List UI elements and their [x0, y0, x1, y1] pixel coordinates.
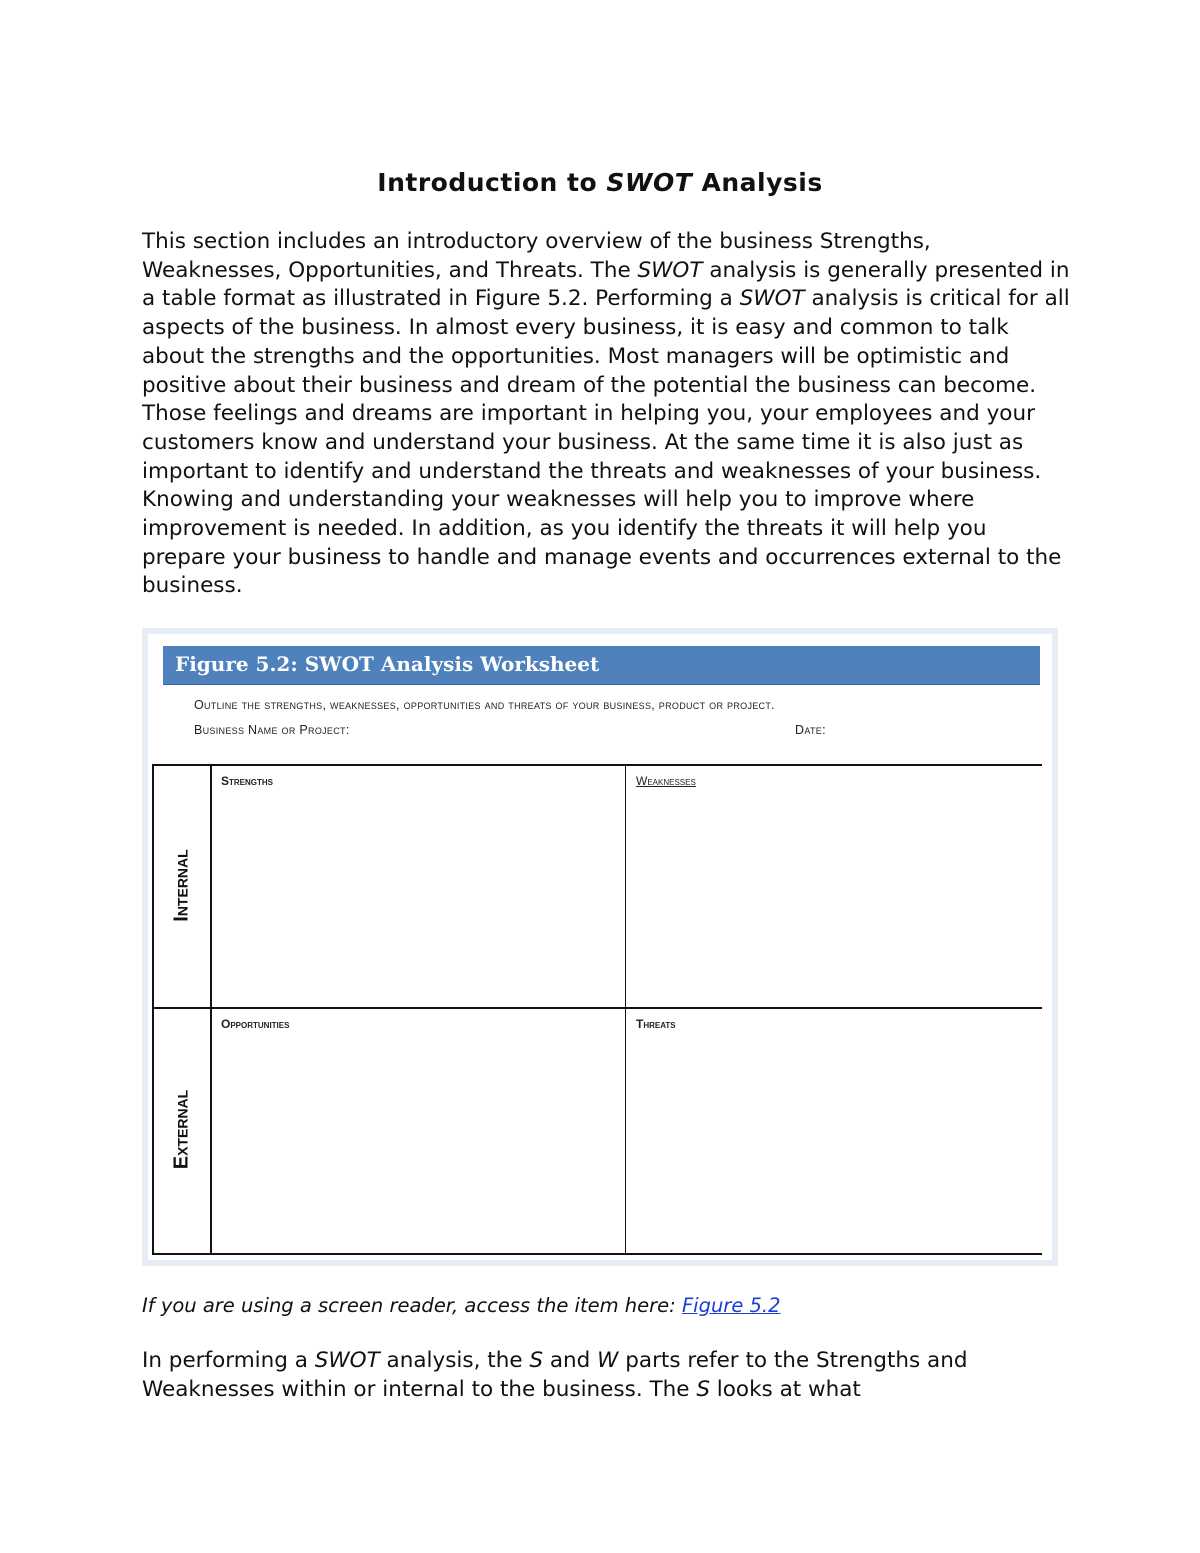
title-prefix: Introduction to — [377, 168, 607, 197]
swot-worksheet — [148, 634, 1052, 1260]
bottom-s-2: S — [696, 1376, 710, 1402]
bottom-text-4: parts refer to the Strengths and Weaknesses within or internal to the business. The — [142, 1348, 968, 1402]
title-emphasis: SWOT — [606, 168, 693, 197]
intro-swot-2: SWOT — [739, 286, 805, 312]
figure-outline-text: Outline the strengths, weaknesses, opportunities and threats of your business, product or project. — [194, 698, 775, 712]
title-suffix: Analysis — [692, 168, 823, 197]
bottom-s-1: S — [529, 1348, 544, 1373]
screen-reader-text: If you are using a screen reader, access the item here: — [142, 1294, 682, 1317]
center-column-divider — [625, 766, 626, 1253]
swot-grid — [152, 764, 1042, 1255]
bottom-swot: SWOT — [314, 1348, 380, 1373]
intro-paragraph — [142, 228, 1072, 601]
swot-explanation-paragraph — [142, 1347, 1072, 1404]
screen-reader-note — [142, 1294, 781, 1317]
threats-label: Threats — [636, 1017, 676, 1031]
business-name-label: Business Name or Project: — [194, 723, 350, 737]
date-label: Date: — [795, 723, 826, 737]
bottom-text-5: looks at what — [709, 1376, 861, 1402]
bottom-w: W — [597, 1348, 619, 1373]
internal-label: Internal — [170, 849, 193, 922]
figure-header-title: Figure 5.2: SWOT Analysis Worksheet — [175, 652, 600, 676]
external-label: External — [170, 1089, 193, 1170]
opportunities-label: Opportunities — [221, 1017, 290, 1031]
bottom-text-1: In performing a — [142, 1348, 315, 1373]
page-title — [0, 168, 1200, 197]
weaknesses-label: Weaknesses — [636, 774, 696, 788]
strengths-label: Strengths — [221, 774, 274, 788]
intro-text-2: analysis is generally presented in a table format as illustrated in Figure 5.2. Performing a — [142, 257, 1070, 312]
intro-text-1: This section includes an introductory overview of the business Strengths, Weaknesses, Opportunities, and Threats. The — [142, 229, 931, 283]
bottom-text-2: analysis, the — [379, 1348, 530, 1373]
swot-figure — [142, 628, 1058, 1266]
figure-link[interactable]: Figure 5.2 — [681, 1294, 781, 1317]
intro-text-3: analysis is critical for all aspects of the business. In almost every business, it is easy and common to talk about the strengths and the opportunities. Most managers will be optimistic and positive about their business and dream of the potential the business can become. Those feelings and dreams are important in helping you, your employees and your customers know and understand your business. At the same time it is also just as important to identify and understand the threats and weaknesses of your business. Knowing and understanding your weaknesses will help you to improve where improvement is needed. In addition, as you identify the threats it will help you prepare your business to handle and manage events and occurrences external to the business. — [142, 286, 1070, 599]
bottom-text-3: and — [543, 1348, 598, 1373]
row-divider — [154, 1007, 1042, 1009]
intro-swot-1: SWOT — [637, 257, 703, 283]
figure-header — [163, 646, 1040, 685]
side-column-divider — [210, 766, 212, 1253]
